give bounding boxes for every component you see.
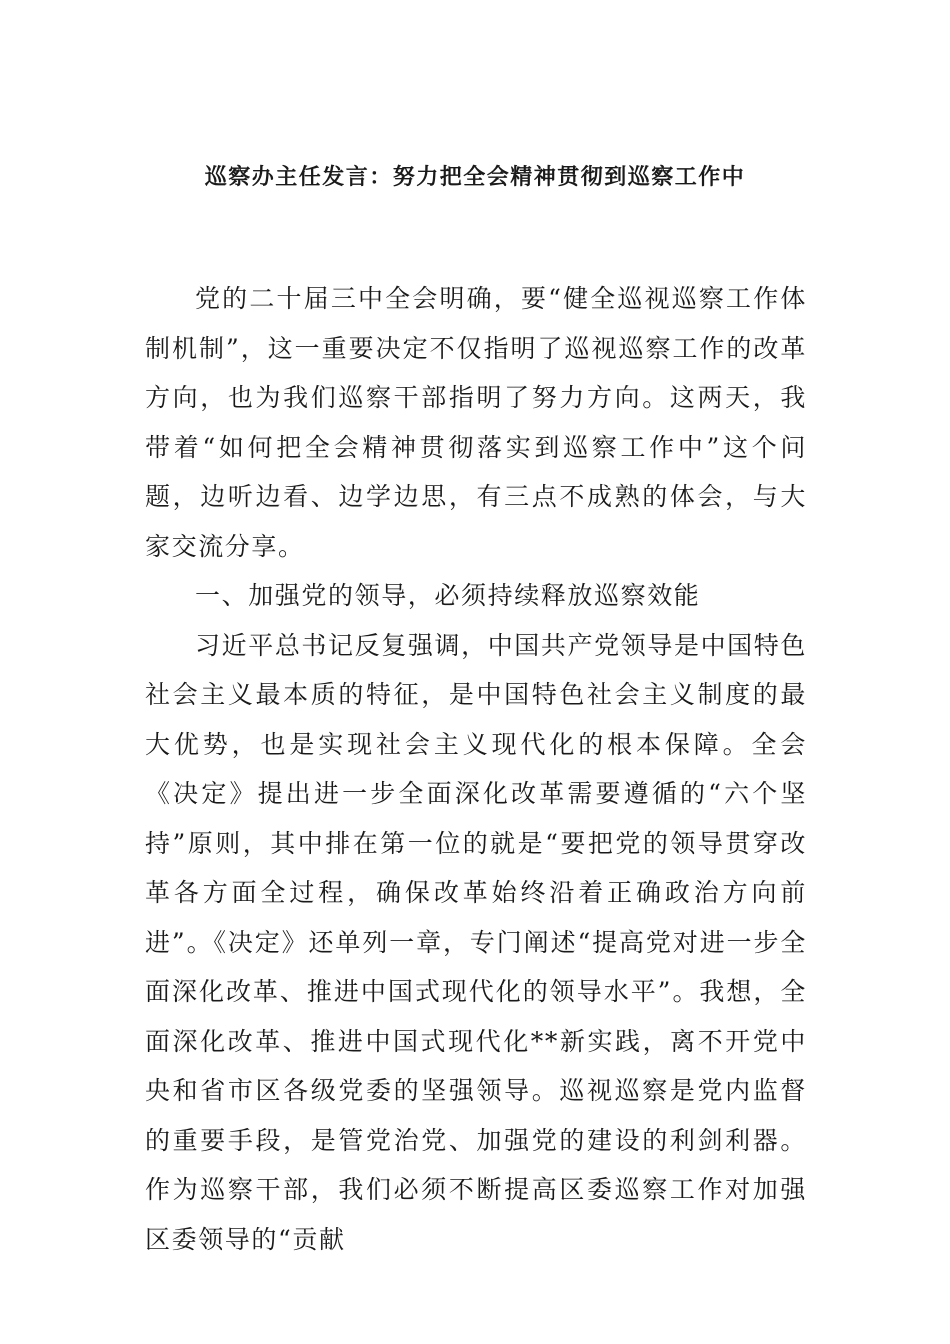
paragraph-intro: 党的二十届三中全会明确，要“健全巡视巡察工作体制机制”，这一重要决定不仅指明了巡视巡察工作的改革方向，也为我们巡察干部指明了努力方向。这两天，我带着“如何把全会精神贯彻落实到巡察工作中”这个问题，边听边看、边学边思，有三点不成熟的体会，与大家交流分享。 xyxy=(145,284,807,561)
document-title: 巡察办主任发言：努力把全会精神贯彻到巡察工作中 xyxy=(204,165,746,190)
section-heading-1: 一、加强党的领导，必须持续释放巡察效能 xyxy=(195,581,701,610)
paragraph-section-1: 习近平总书记反复强调，中国共产党领导是中国特色社会主义最本质的特征，是中国特色社会主义制度的最大优势，也是实现社会主义现代化的根本保障。全会《决定》提出进一步全面深化改革需要遵循的“六个坚持”原则，其中排在第一位的就是“要把党的领导贯穿改革各方面全过程，确保改革始终沿着正确政治方向前进”。《决定》还单列一章，专门阐述“提高党对进一步全面深化改革、推进中国式现代化的领导水平”。我想，全面深化改革、推进中国式现代化**新实践，离不开党中央和省市区各级党委的坚强领导。巡视巡察是党内监督的重要手段，是管党治党、加强党的建设的利剑利器。作为巡察干部，我们必须不断提高区委巡察工作对加强区委领导的“贡献 xyxy=(145,630,807,1254)
document-body xyxy=(145,274,807,1264)
